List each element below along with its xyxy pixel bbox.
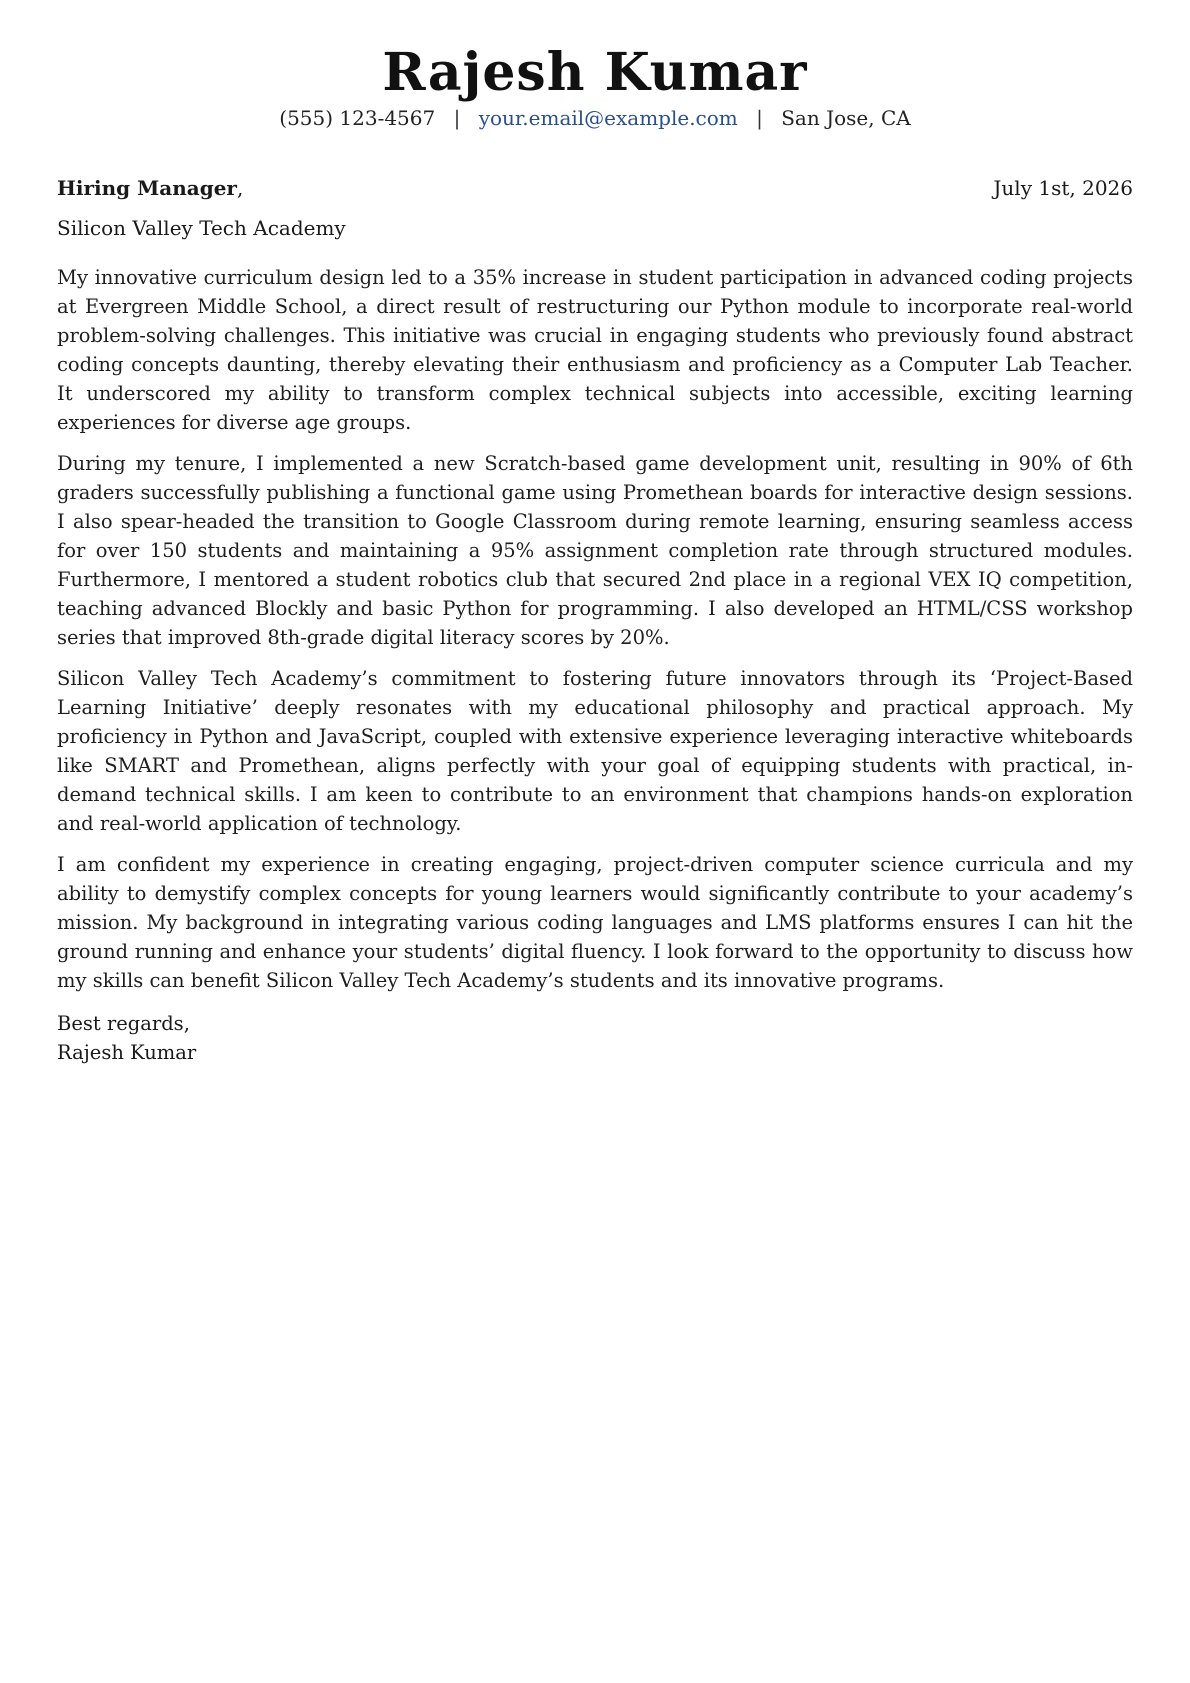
contact-line bbox=[57, 105, 1133, 131]
letter-closing bbox=[57, 1009, 1133, 1067]
recipient-comma: , bbox=[236, 176, 244, 201]
letter-date: July 1st, 2026 bbox=[993, 176, 1133, 201]
recipient-organization: Silicon Valley Tech Academy bbox=[57, 216, 346, 241]
contact-separator: | bbox=[453, 106, 461, 131]
closing-salutation: Best regards, bbox=[57, 1012, 190, 1036]
applicant-name: Rajesh Kumar bbox=[382, 42, 808, 103]
body-paragraph: My innovative curriculum design led to a 35% increase in student participation in advanced coding projects at Evergreen Middle School, a direct result of restructuring our Python module to incorporate real-world problem-solving challenges. This initiative was crucial in engaging students who previously found abstract coding concepts daunting, thereby elevating their enthusiasm and proficiency as a Computer Lab Teacher. It underscored my ability to transform complex technical subjects into accessible, exciting learning experiences for diverse age groups. bbox=[57, 266, 1133, 435]
contact-separator: | bbox=[756, 106, 763, 131]
body-paragraph: Silicon Valley Tech Academy’s commitment to fostering future innovators through its ‘Project-Based Learning Initiative’ deeply resonates with my educational philosophy and practical approach. My proficiency in Python and JavaScript, coupled with extensive experience leveraging interactive whiteboards like SMART and Promethean, aligns perfectly with your goal of equipping students with practical, in-demand technical skills. I am keen to contribute to an environment that champions hands-on exploration and real-world application of technology. bbox=[57, 667, 1133, 836]
recipient-name: Hiring Manager bbox=[57, 176, 237, 201]
body-paragraph: During my tenure, I implemented a new Scratch-based game development unit, resulting in 90% of 6th graders successfully publishing a functional game using Promethean boards for interactive design sessions. I also spear-headed the transition to Google Classroom during remote learning, ensuring seamless access for over 150 students and maintaining a 95% assignment completion rate through structured modules. Furthermore, I mentored a student robotics club that secured 2nd place in a regional VEX IQ competition, teaching advanced Blockly and basic Python for programming. I also developed an HTML/CSS workshop series that improved 8th-grade digital literacy scores by 20%. bbox=[57, 452, 1133, 650]
recipient-row bbox=[57, 175, 1133, 201]
phone-number: (555) 123-4567 bbox=[279, 106, 436, 131]
location: San Jose, CA bbox=[781, 106, 911, 131]
closing-signature: Rajesh Kumar bbox=[57, 1041, 197, 1065]
letter-body bbox=[57, 263, 1133, 995]
body-paragraph: I am confident my experience in creating engaging, project-driven computer science curricula and my ability to demystify complex concepts for young learners would significantly contribute to your academy’s mission. My background in integrating various coding languages and LMS platforms ensures I can hit the ground running and enhance your students’ digital fluency. I look forward to the opportunity to discuss how my skills can benefit Silicon Valley Tech Academy’s students and its innovative programs. bbox=[57, 853, 1133, 993]
recipient-greeting bbox=[57, 175, 243, 201]
email-link[interactable]: your.email@example.com bbox=[478, 106, 738, 131]
